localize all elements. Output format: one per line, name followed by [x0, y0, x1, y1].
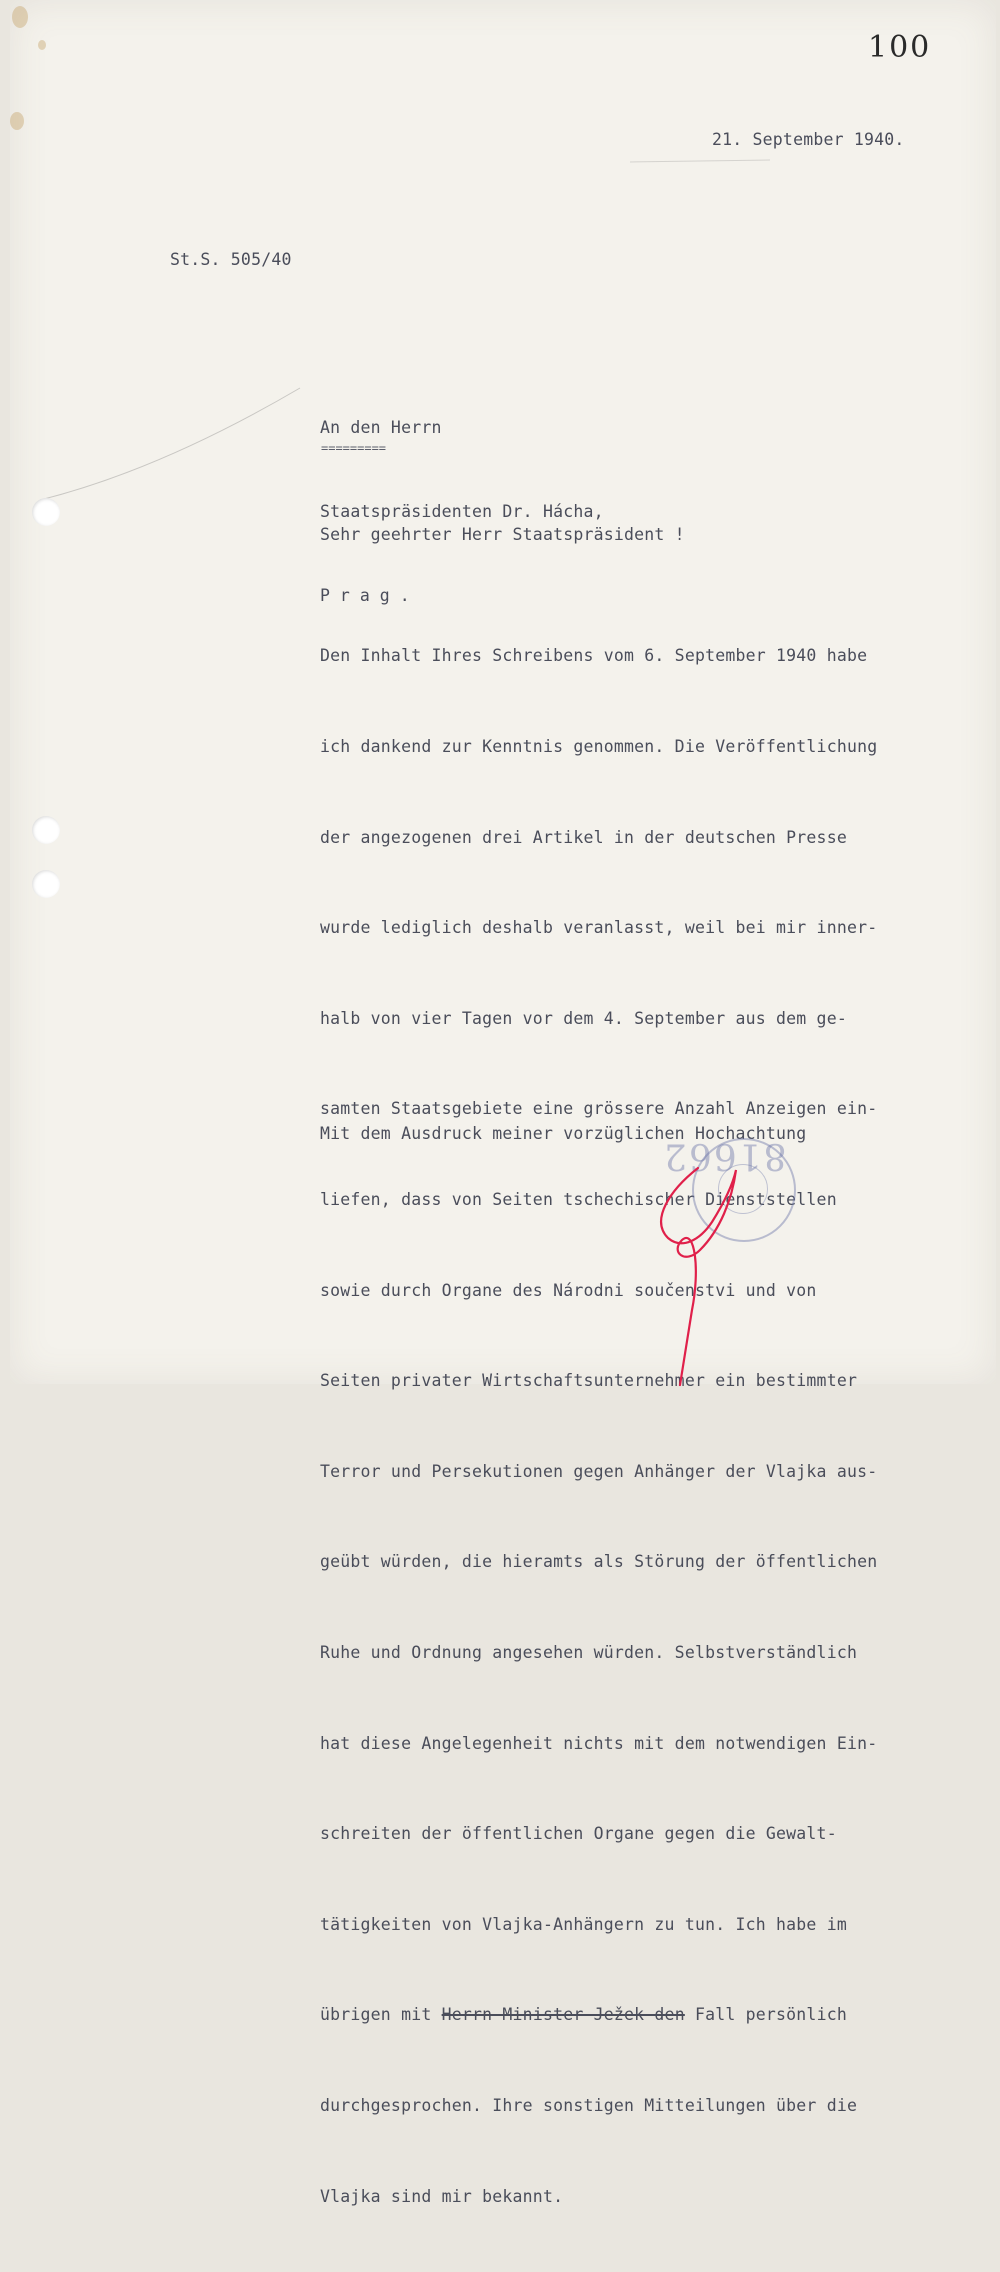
punch-hole — [32, 816, 60, 844]
body-line: der angezogenen drei Artikel in der deutschen Presse — [320, 827, 847, 847]
body-line: ich dankend zur Kenntnis genommen. Die Veröffentlichung — [320, 737, 878, 756]
stamp-number: 81662 — [662, 1135, 787, 1176]
body-line: halb von vier Tagen vor dem 4. September aus dem ge- — [320, 1008, 847, 1028]
letter-date: 21. September 1940. — [712, 130, 905, 149]
closing-line: Mit dem Ausdruck meiner vorzüglichen Hochachtung — [320, 1124, 807, 1143]
reference-number: St.S. 505/40 — [170, 250, 292, 269]
address-city: Prag. — [320, 586, 420, 605]
archive-number: 100 — [868, 30, 932, 65]
body-line: Den Inhalt Ihres Schreibens vom 6. September 1940 habe — [320, 646, 868, 666]
body-line: samten Staatsgebiete eine grössere Anzahl Anzeigen ein- — [320, 1099, 878, 1119]
signature-mark — [640, 1160, 750, 1390]
body-line: geübt würden, die hieramts als Störung der öffentlichen — [320, 1552, 878, 1572]
text-segment: übrigen mit — [320, 2005, 442, 2025]
address-underline: ========= — [321, 441, 387, 455]
body-line: Seiten privater Wirtschaftsunternehmer ein bestimmter — [320, 1371, 858, 1391]
body-line: Ruhe und Ordnung angesehen würden. Selbstverständlich — [320, 1642, 858, 1662]
address-line: An den Herrn — [320, 418, 442, 437]
body-line: schreiten der öffentlichen Organe gegen die Gewalt- — [320, 1824, 837, 1844]
body-line-struck — [320, 2000, 877, 2030]
document-page — [10, 0, 996, 2206]
body-line: tätigkeiten von Vlajka-Anhängern zu tun. Ich habe im — [320, 1914, 847, 1934]
struck-text: Herrn Minister Ježek den — [441, 2005, 685, 2025]
body-line: wurde lediglich deshalb veranlasst, weil bei mir inner- — [320, 918, 878, 938]
salutation: Sehr geehrter Herr Staatspräsident ! — [320, 525, 685, 544]
letter-body — [320, 581, 877, 2272]
body-line: hat diese Angelegenheit nichts mit dem notwendigen Ein- — [320, 1733, 878, 1753]
address-line: Staatspräsidenten Dr. Hácha, — [320, 502, 604, 521]
body-line: durchgesprochen. Ihre sonstigen Mitteilungen über die — [320, 2095, 858, 2115]
body-line: liefen, dass von Seiten tschechischer Dienststellen — [320, 1189, 837, 1209]
punch-hole — [32, 870, 60, 898]
body-line: sowie durch Organe des Národni součenstvi und von — [320, 1280, 817, 1300]
text-segment: Fall persönlich — [684, 2005, 847, 2025]
punch-hole — [32, 498, 60, 526]
body-line: Vlajka sind mir bekannt. — [320, 2186, 564, 2206]
body-line: Terror und Persekutionen gegen Anhänger der Vlajka aus- — [320, 1461, 878, 1481]
